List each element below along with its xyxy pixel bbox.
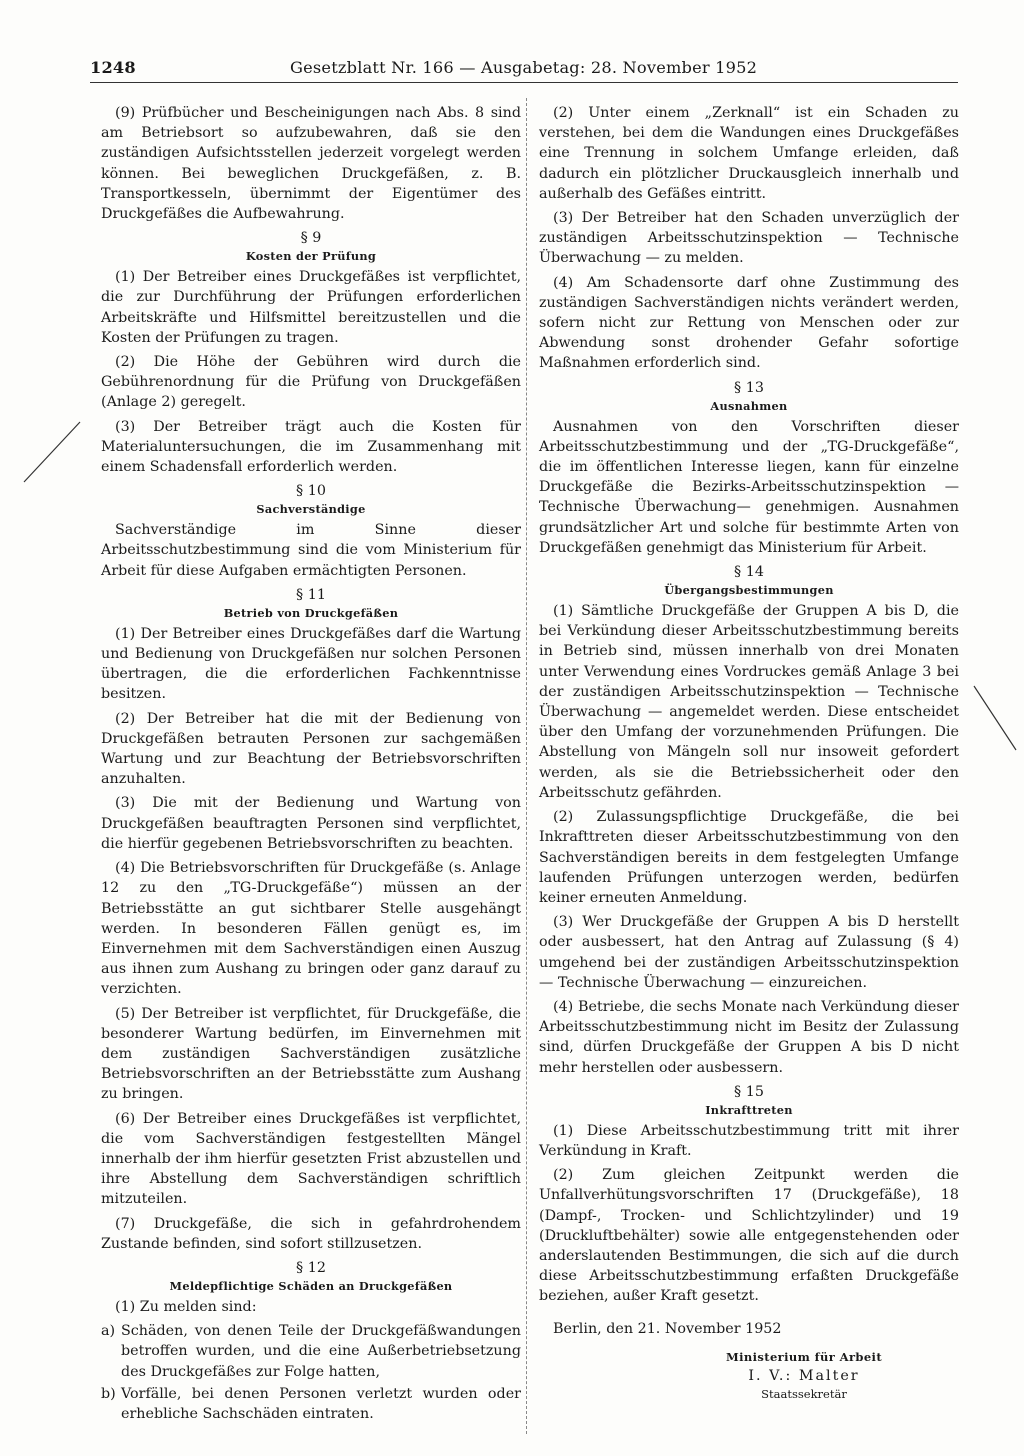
margin-pencil-mark-left: [20, 420, 84, 486]
margin-pencil-mark-right: [970, 682, 1020, 754]
paragraph: Sachverständige im Sinne dieser Arbeitsschutzbestimmung sind die vom Ministerium für Arbeit für diese Aufgaben ermächtigten Personen.: [101, 522, 521, 579]
paragraph: (2) Unter einem „Zerknall“ ist ein Schaden zu verstehen, bei dem die Wandungen eines Druckgefäßes eine Trennung in solchem Umfange erleiden, daß dadurch ein plötzlicher Druckausgleich innerhalb und außerhalb des Gefäßes eintritt.: [539, 105, 959, 202]
signature-role: Staatssekretär: [761, 1386, 847, 1401]
paragraph: (4) Die Betriebsvorschriften für Druckgefäße (s. Anlage 12 zu den „TG-Druckgefäße“) müssen an der Betriebsstätte an gut sichtbarer Stelle ausgehängt werden. In besonderen Fällen genügt es, im Einvernehmen mit dem Sachverständigen einen Auszug aus ihnen zum Aushang zu bringen oder ganz darauf zu verzichten.: [101, 860, 521, 998]
section-title: Betrieb von Druckgefäßen: [223, 605, 399, 620]
right-column: [539, 103, 959, 1402]
paragraph: (4) Am Schadensorte darf ohne Zustimmung des zuständigen Sachverständigen nichts verändert werden, sofern nicht zur Rettung von Menschen oder zur Abwendung sonst drohender Gefahr sofortige Maßnahmen erforderlich sind.: [539, 274, 959, 372]
page-number: 1248: [90, 58, 136, 77]
paragraph: (2) Der Betreiber hat die mit der Bedienung von Druckgefäßen betrauten Personen zur sachgemäßen Wartung und zur Beachtung der Betriebsvorschriften anzuhalten.: [101, 710, 521, 788]
section-number: § 13: [734, 379, 764, 396]
left-column: [101, 103, 521, 1426]
column-divider: [526, 98, 527, 1434]
page-header: [90, 58, 958, 82]
paragraph: (9) Prüfbücher und Bescheinigungen nach Abs. 8 sind am Betriebsort so aufzubewahren, daß sie den zuständigen Aufsichtsstellen jederzeit vorgelegt werden können. Bei beweglichen Druckgefäßen, z. B. Transportkesseln, übernimmt der Eigentümer des Druckgefäßes die Aufbewahrung.: [101, 105, 521, 223]
signature-organization: Ministerium für Arbeit: [725, 1349, 883, 1364]
paragraph: (1) Der Betreiber eines Druckgefäßes ist verpflichtet, die zur Durchführung der Prüfungen erforderlichen Arbeitskräfte und Hilfsmittel bereitzustellen und die Kosten der Prüfungen zu tragen.: [101, 269, 521, 346]
section-number: § 10: [296, 483, 326, 500]
paragraph: (5) Der Betreiber ist verpflichtet, für Druckgefäße, die besonderer Wartung bedürfen, im Einvernehmen mit dem zuständigen Sachverständigen zusätzliche Betriebsvorschriften an der Betriebsstätte zum Aushang zu bringen.: [101, 1005, 521, 1103]
header-title: Gesetzblatt Nr. 166 — Ausgabetag: 28. November 1952: [290, 58, 758, 77]
closing-place-date: Berlin, den 21. November 1952: [553, 1320, 782, 1337]
section-title: Übergangsbestimmungen: [664, 583, 834, 598]
paragraph: (1) Diese Arbeitsschutzbestimmung tritt mit ihrer Verkündung in Kraft.: [539, 1122, 959, 1159]
paragraph: (3) Der Betreiber hat den Schaden unverzüglich der zuständigen Arbeitsschutzinspektion — Technische Überwachung — zu melden.: [539, 210, 959, 267]
list-text: Schäden, von denen Teile der Druckgefäßwandungen betroffen wurden, und die eine Außerbetriebsetzung des Druckgefäßes zur Folge hatten,: [121, 1323, 521, 1380]
paragraph: (1) Zu melden sind:: [115, 1298, 257, 1315]
list-label: b): [101, 1385, 116, 1402]
list-item: [101, 1384, 521, 1424]
paragraph: (3) Die mit der Bedienung und Wartung von Druckgefäßen beauftragten Personen sind verpflichtet, die hierfür gegebenen Betriebsvorschriften zu beachten.: [101, 795, 521, 852]
section-title: Meldepflichtige Schäden an Druckgefäßen: [169, 1278, 453, 1293]
paragraph: Ausnahmen von den Vorschriften dieser Arbeitsschutzbestimmung und der „TG-Druckgefäße“, die im öffentlichen Interesse liegen, kann für einzelne Druckgefäße die Bezirks-Arbeitsschutzinspektion — Technische Überwachung— genehmigen. Ausnahmen grundsätzlicher Art und solche für bestimmte Arten von Druckgefäßen genehmigt das Ministerium für Arbeit.: [539, 418, 959, 556]
paragraph: (1) Der Betreiber eines Druckgefäßes darf die Wartung und Bedienung von Druckgefäßen nur solchen Personen übertragen, die die erforderlichen Fachkenntnisse besitzen.: [101, 625, 521, 703]
paragraph: (4) Betriebe, die sechs Monate nach Verkündung dieser Arbeitsschutzbestimmung nicht im Besitz der Zulassung sind, dürfen Druckgefäße der Gruppen A bis D nicht mehr herstellen oder ausbessern.: [539, 998, 959, 1076]
section-number: § 15: [734, 1083, 764, 1100]
paragraph: (2) Zulassungspflichtige Druckgefäße, die bei Inkrafttreten dieser Arbeitsschutzbestimmung von den Sachverständigen bereits in dem festgelegten Umfange laufenden Prüfungen unterzogen werden, bedürfen keiner erneuten Anmeldung.: [539, 809, 959, 906]
paragraph: (3) Der Betreiber trägt auch die Kosten für Materialuntersuchungen, die im Zusammenhang mit einem Schadensfall erforderlich werden.: [101, 418, 521, 476]
list-label: a): [101, 1323, 116, 1340]
section-title: Ausnahmen: [710, 398, 788, 413]
section-title: Sachverständige: [256, 502, 366, 517]
section-number: § 9: [300, 230, 322, 247]
paragraph: (3) Wer Druckgefäße der Gruppen A bis D herstellt oder ausbessert, hat den Antrag auf Zulassung (§ 4) umgehend bei der zuständigen Arbeitsschutzinspektion — Technische Überwachung — einzureichen.: [539, 914, 959, 991]
paragraph: (6) Der Betreiber eines Druckgefäßes ist verpflichtet, die vom Sachverständigen festgestellten Mängel innerhalb der ihm hierfür gesetzten Frist abzustellen und ihre Abstellung dem Sachverständigen schriftlich mitzuteilen.: [101, 1110, 521, 1208]
paragraph: (2) Zum gleichen Zeitpunkt werden die Unfallverhütungsvorschriften 17 (Druckgefäße), 18 (Dampf-, Trocken- und Schlichtzylinder) und 19 (Druckluftbehälter) sowie alle entgegenstehenden oder anderslautenden Bestimmungen, die sich auf die durch diese Arbeitsschutzbestimmung erfaßten Druckgefäße beziehen, außer Kraft gesetzt.: [539, 1167, 959, 1305]
paragraph: (7) Druckgefäße, die sich in gefahrdrohendem Zustande befinden, sind sofort stillzusetzen.: [101, 1215, 521, 1252]
section-number: § 11: [296, 586, 326, 603]
header-rule: [90, 82, 958, 83]
paragraph: (2) Die Höhe der Gebühren wird durch die Gebührenordnung für die Prüfung von Druckgefäßen (Anlage 2) geregelt.: [101, 354, 521, 411]
list-item: [101, 1321, 521, 1382]
section-title: Inkrafttreten: [705, 1102, 793, 1117]
section-number: § 12: [296, 1259, 326, 1276]
signature-name: I. V.: Malter: [748, 1367, 860, 1384]
paragraph: (1) Sämtliche Druckgefäße der Gruppen A bis D, die bei Verkündung dieser Arbeitsschutzbestimmung bereits in Betrieb sind, müssen innerhalb von drei Monaten unter Verwendung eines Vordruckes gemäß Anlage 3 bei der zuständigen Arbeitsschutzinspektion — Technische Überwachung — angemeldet werden. Diese entscheidet über den Umfang der vorzunehmenden Prüfungen. Die Abstellung von Mängeln soll nur insoweit gefordert werden, als sie die Betriebssicherheit oder den Arbeitsschutz gefährden.: [539, 603, 959, 801]
section-number: § 14: [734, 564, 764, 581]
list-text: Vorfälle, bei denen Personen verletzt wurden oder erhebliche Sachschäden eintraten.: [121, 1385, 521, 1422]
section-title: Kosten der Prüfung: [245, 249, 377, 264]
